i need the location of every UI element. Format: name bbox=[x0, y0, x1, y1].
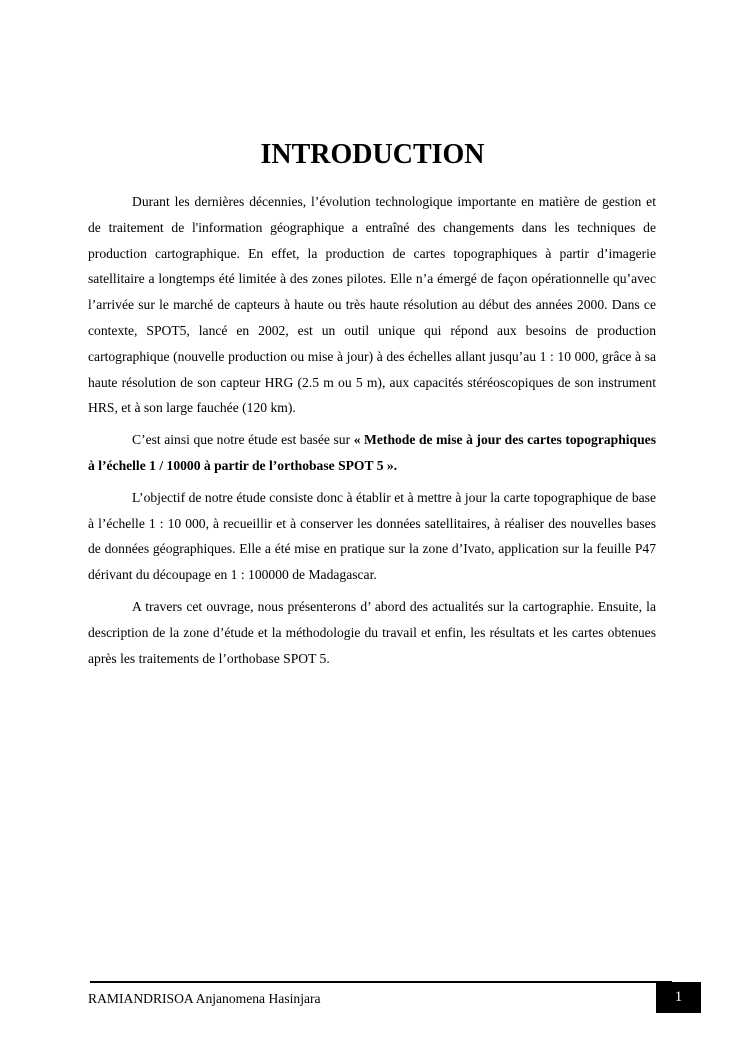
document-body bbox=[88, 189, 656, 671]
paragraph-objective: L’objectif de notre étude consiste donc à établir et à mettre à jour la carte topographique de base à l’échelle 1 : 10 000, à recueillir et à conserver les données satellitaires, à réaliser des nouvelles bases de données géographiques. Elle a été mise en pratique sur la zone d’Ivato, application sur la feuille P47 dérivant du découpage en 1 : 100000 de Madagascar. bbox=[88, 489, 656, 583]
study-topic-title: « Methode de mise à jour des cartes topographiques à l’échelle 1 / 10000 à partir de l’orthobase SPOT 5 ». bbox=[88, 432, 656, 473]
paragraph-study-topic bbox=[88, 427, 656, 479]
footer-divider bbox=[90, 981, 672, 983]
study-topic-lead: C’est ainsi que notre étude est basée sur bbox=[132, 432, 354, 448]
page-title: INTRODUCTION bbox=[260, 139, 485, 170]
page-number: 1 bbox=[656, 982, 701, 1013]
paragraph-outline: A travers cet ouvrage, nous présenterons d’ abord des actualités sur la cartographie. Ensuite, la description de la zone d’étude et la méthodologie du travail et enfin, les résultats et les cartes obtenues après les traitements de l’orthobase SPOT 5. bbox=[88, 598, 656, 666]
footer-author: RAMIANDRISOA Anjanomena Hasinjara bbox=[88, 991, 321, 1006]
paragraph-context: Durant les dernières décennies, l’évolution technologique importante en matière de gestion et de traitement de l'information géographique a entraîné des changements dans les techniques de production cartographique. En effet, la production de cartes topographiques à partir d’imagerie satellitaire a longtemps été limitée à des zones pilotes. Elle n’a émergé de façon opérationnelle qu’avec l’arrivée sur le marché de capteurs à haute ou très haute résolution au début des années 2000. Dans ce contexte, SPOT5, lancé en 2002, est un outil unique qui répond aux besoins de production cartographique (nouvelle production ou mise à jour) à des échelles allant jusqu’au 1 : 10 000, grâce à sa haute résolution de son capteur HRG (2.5 m ou 5 m), aux capacités stéréoscopiques de son instrument HRS, et à son large fauchée (120 km). bbox=[88, 194, 656, 416]
